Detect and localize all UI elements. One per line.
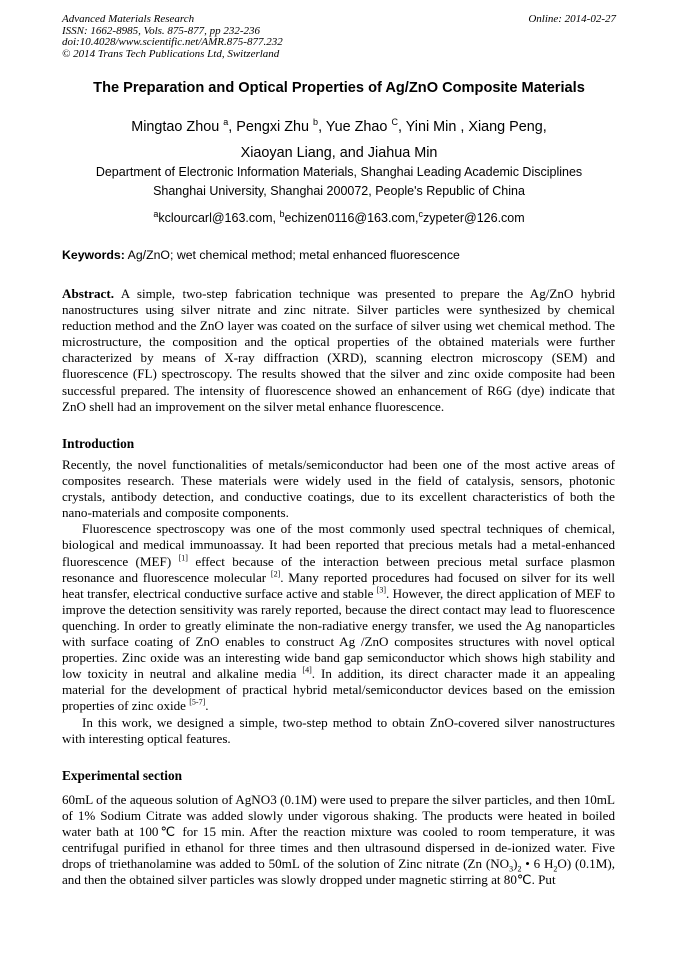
paragraph-text: effect because of the interaction between precious metal surface plasmon resonance and fluorescence molecular [62, 553, 616, 585]
author-emails [0, 208, 678, 225]
email-mark: c [418, 208, 424, 219]
paper-title: The Preparation and Optical Properties of Ag/ZnO Composite Materials [93, 80, 585, 96]
paragraph [62, 521, 615, 714]
paragraph-text: . [205, 698, 209, 714]
keywords-text: Ag/ZnO; wet chemical method; metal enhanced fluorescence [127, 248, 460, 262]
copyright-line: © 2014 Trans Tech Publications Ltd, Switzerland [62, 47, 280, 60]
author-line-1: Mingtao Zhou $^a$, Pengxi Zhu $^b$, Yue Zhao $^C$, Yini Min , Xiang Peng, [131, 117, 547, 135]
paragraph-text: ) [513, 856, 518, 872]
author-name: Mingtao Zhou [131, 119, 220, 135]
email-mark: a [153, 208, 159, 219]
author-affil-mark: C [391, 117, 398, 128]
experimental-body [62, 792, 615, 889]
paragraph: Recently, the novel functionalities of metals/semiconductor had been one of the most active areas of composites research. These materials were widely used in the field of catalysis, sensors, photonic crystals, antibody detection, and conductive coatings, due to its excellent characteristics of both the nano-materials and composite components. [62, 457, 615, 521]
paragraph-text: . Many reported procedures had focused on silver for its well heat transfer, electrical conductive surface active and stable [62, 569, 616, 601]
introduction-body [62, 457, 615, 747]
citation[interactable]: [3] [376, 585, 387, 595]
author-list [0, 114, 678, 166]
abstract-label: Abstract. [62, 286, 114, 301]
paragraph-text: • 6 H [521, 856, 554, 872]
citation[interactable]: [4] [302, 665, 312, 675]
journal-name: Advanced Materials Research [62, 13, 195, 25]
subscript: 3 [509, 864, 514, 874]
paragraph-text: . However, the direct application of MEF to improve the detection sensitivity was rarely reported, because the direct contact may lead to fluorescence quenching. In order to greatly eliminate the non-radiative energy transfer, we used the Ag nanoparticles with surface coating of ZnO enables to construct Ag /ZnO composites structures with novel optical properties. Zinc oxide was an interesting wide band gap semiconductor which shows high stability and low toxicity in neutral and alkaline media [62, 585, 615, 682]
affiliation-line-1: Department of Electronic Information Materials, Shanghai Leading Academic Disciplines [95, 165, 583, 179]
author-line-2: Xiaoyan Liang, and Jiahua Min [240, 145, 438, 161]
citation[interactable]: [5-7] [189, 698, 206, 708]
email-address: zypeter@126.com [423, 211, 525, 225]
paragraph: In this work, we designed a simple, two-step method to obtain ZnO-covered silver nanostructures with interesting optical features. [62, 714, 615, 746]
email-address: kclourcarl@163.com, [158, 211, 276, 225]
keywords-label: Keywords: [62, 248, 125, 262]
subscript: 2 [517, 864, 522, 874]
paragraph-text: . In addition, its direct character made it an appealing material for the development of practical hybrid metal/semiconductor devices based on the emission properties of zinc oxide [62, 666, 615, 714]
abstract-text: A simple, two-step fabrication technique was presented to prepare the Ag/ZnO hybrid nanostructures using silver nitrate and zinc nitrate. Silver particles were synthesized by chemical reduction method and the ZnO layer was coated on the surface of silver using wet chemical method. The microstructure, the composition and the optical properties of the obtained materials were further characterized by means of X-ray diffraction (XRD), scanning electron microscopy (SEM) and fluorescence (FL) spectroscopy. The results showed that the silver and zinc oxide composite had been successful prepared. The intensity of fluorescence showed an enhancement of R6G (dye) indicate that ZnO shell had an improvement on the silver metal enhance fluorescence. [62, 286, 615, 414]
abstract [62, 286, 615, 415]
author-name: Yue Zhao [325, 119, 388, 135]
introduction-heading: Introduction [62, 436, 135, 451]
email-mark: b [279, 208, 285, 219]
citation[interactable]: [2] [270, 569, 281, 579]
affiliation-line-2: Shanghai University, Shanghai 200072, People's Republic of China [153, 184, 525, 198]
paragraph-text: O) (0.1M), and then the obtained silver particles was slowly dropped under magnetic stirring at 80℃. Put [62, 856, 615, 888]
author-name: Pengxi Zhu [236, 119, 310, 135]
author-name: Yini Min [405, 119, 457, 135]
author-name: Xiang Peng, [468, 119, 547, 135]
email-address: echizen0116@163.com, [284, 211, 419, 225]
citation[interactable]: [1] [178, 553, 188, 563]
subscript: 2 [553, 864, 558, 874]
author-affil-mark: b [313, 117, 319, 128]
experimental-heading: Experimental section [62, 768, 183, 783]
affiliation [0, 163, 678, 201]
journal-header [62, 14, 616, 60]
paragraph [62, 792, 615, 889]
paragraph-text: 60mL of the aqueous solution of AgNO3 (0.1M) were used to prepare the silver particles, and then 10mL of 1% Sodium Citrate was added slowly under vigorous shaking. The products were heated in boiled water bath at 100℃ for 15 min. After the reaction mixture was cooled to room temperature, it was centrifugal purified in ethanol for three times and then ultrasound dispersed in de-ionized water. Five drops of triethanolamine was added to 50mL of the solution of Zinc nitrate (Zn (NO [62, 792, 615, 872]
online-date: Online: 2014-02-27 [528, 13, 616, 25]
doi-line: doi:10.4028/www.scientific.net/AMR.875-877.232 [62, 36, 283, 48]
keywords [62, 248, 460, 262]
issn-line: ISSN: 1662-8985, Vols. 875-877, pp 232-236 [62, 24, 260, 37]
author-affil-mark: a [223, 117, 229, 128]
paragraph-text: Fluorescence spectroscopy was one of the most commonly used spectral techniques of chemical, biological and medical immunoassay. It had been reported that precious metals had a metal-enhanced fluorescence (MEF) [62, 521, 615, 569]
